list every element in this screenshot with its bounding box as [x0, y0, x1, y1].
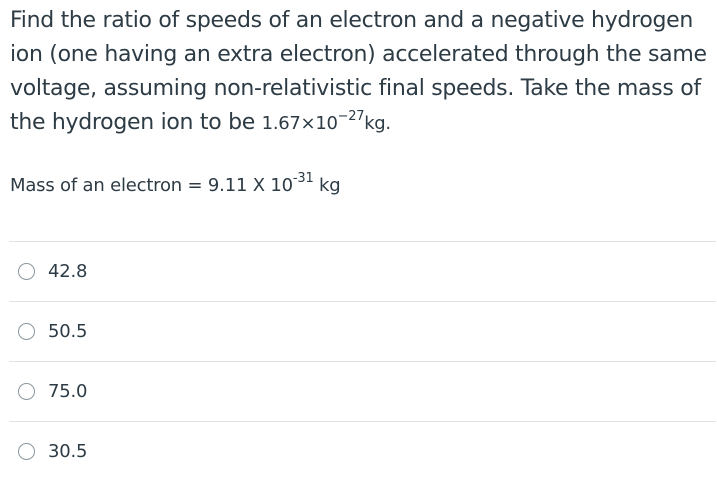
answer-option-4[interactable]	[9, 421, 716, 481]
answer-option-3[interactable]	[9, 361, 716, 421]
answer-label: 42.8	[48, 261, 88, 282]
radio-button[interactable]	[18, 263, 35, 280]
electron-mass-text: Mass of an electron = 9.11 X 10	[10, 175, 293, 196]
electron-mass-exponent: -31	[292, 171, 314, 186]
answer-label: 30.5	[48, 441, 88, 462]
answer-list	[9, 241, 716, 481]
hydrogen-mass-exponent: −27	[337, 109, 365, 124]
hydrogen-mass-unit: kg.	[364, 113, 391, 134]
answer-option-2[interactable]	[9, 301, 716, 361]
answer-label: 75.0	[48, 381, 88, 402]
electron-mass-unit: kg	[313, 175, 341, 196]
electron-mass-note	[10, 172, 341, 202]
radio-button[interactable]	[18, 443, 35, 460]
answer-option-1[interactable]	[9, 241, 716, 301]
answer-label: 50.5	[48, 321, 88, 342]
question-body: Find the ratio of speeds of an electron and a negative hydrogen ion (one having an extra electron) accelerated through the same voltage, assuming non-relativistic final speeds. Take the mass of the hydrogen ion to be	[10, 8, 707, 135]
radio-button[interactable]	[18, 323, 35, 340]
radio-button[interactable]	[18, 383, 35, 400]
question-text	[10, 4, 715, 143]
hydrogen-mass-value: 1.67×10	[261, 113, 338, 134]
